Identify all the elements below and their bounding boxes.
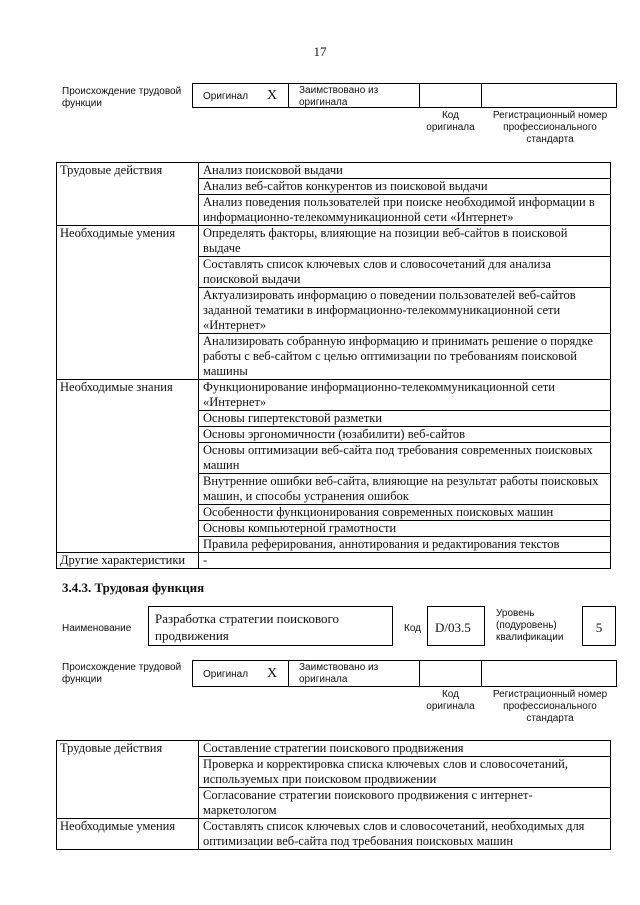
row-item: Правила реферирования, аннотирования и редактирования текстов bbox=[199, 537, 611, 553]
work-function-table-2 bbox=[56, 740, 611, 850]
row-item: Основы оптимизации веб-сайта под требования современных поисковых машин bbox=[199, 443, 611, 474]
table-row bbox=[57, 553, 611, 569]
row-item: Анализ поисковой выдачи bbox=[199, 163, 611, 179]
row-item: Функционирование информационно-телекоммуникационной сети «Интернет» bbox=[199, 380, 611, 411]
reg-number-label-2: Регистрационный номер профессионального стандарта bbox=[492, 689, 608, 724]
reg-number-label: Регистрационный номер профессионального стандарта bbox=[492, 110, 608, 145]
table-row bbox=[57, 163, 611, 179]
original-code-label-2: Код оригинала bbox=[426, 689, 475, 712]
function-name-value: Разработка стратегии поискового продвижения bbox=[155, 611, 340, 643]
row-item: Составление стратегии поискового продвижения bbox=[199, 741, 611, 757]
table-row bbox=[57, 819, 611, 850]
row-item: Внутренние ошибки веб-сайта, влияющие на результат работы поисковых машин, и способы устранения ошибок bbox=[199, 474, 611, 505]
row-group-label: Необходимые умения bbox=[57, 819, 199, 850]
table-row bbox=[57, 380, 611, 411]
code-label: Код bbox=[404, 623, 422, 634]
origin-borrowed-cell bbox=[288, 83, 420, 108]
qualification-level-value: 5 bbox=[595, 620, 603, 635]
origin-code-cell-2 bbox=[419, 660, 482, 687]
row-item: Составлять список ключевых слов и словосочетаний для анализа поисковой выдачи bbox=[199, 257, 611, 288]
original-label-2: Оригинал bbox=[203, 669, 249, 680]
row-item: Актуализировать информацию о поведении пользователей веб-сайтов заданной тематики в информационно-телекоммуникационной сети «Интернет» bbox=[199, 288, 611, 334]
work-function-table-1 bbox=[56, 162, 611, 569]
row-item: Проверка и корректировка списка ключевых слов и словосочетаний, используемых при поисковом продвижении bbox=[199, 757, 611, 788]
section-heading: 3.4.3. Трудовая функция bbox=[62, 580, 205, 595]
origin-label-2: Происхождение трудовой функции bbox=[62, 662, 182, 685]
row-group-label: Необходимые знания bbox=[57, 380, 199, 553]
row-item: Определять факторы, влияющие на позиции веб-сайтов в поисковой выдаче bbox=[199, 226, 611, 257]
row-group-label: Трудовые действия bbox=[57, 741, 199, 819]
original-mark-2: X bbox=[267, 666, 278, 681]
qualification-level-label: Уровень (подуровень) квалификации bbox=[496, 608, 564, 643]
origin-reg-cell-2 bbox=[481, 660, 617, 687]
row-item: Согласование стратегии поискового продвижения с интернет-маркетологом bbox=[199, 788, 611, 819]
row-item: Анализ поведения пользователей при поиске необходимой информации в информационно-телекоммуникационной сети «Интернет» bbox=[199, 195, 611, 226]
origin-original-cell-2 bbox=[192, 660, 289, 687]
origin-borrowed-cell-2 bbox=[288, 660, 420, 687]
original-mark: X bbox=[267, 88, 278, 103]
row-item: Основы эргономичности (юзабилити) веб-сайтов bbox=[199, 427, 611, 443]
origin-reg-cell bbox=[481, 83, 617, 108]
borrowed-label: Заимствовано из оригинала bbox=[299, 85, 379, 108]
page-number: 17 bbox=[313, 44, 327, 59]
function-name-cell bbox=[148, 606, 393, 646]
row-item: Особенности функционирования современных поисковых машин bbox=[199, 505, 611, 521]
origin-original-cell bbox=[192, 83, 289, 108]
table-row bbox=[57, 741, 611, 757]
table-row bbox=[57, 226, 611, 257]
row-group-label: Трудовые действия bbox=[57, 163, 199, 226]
row-item: Анализ веб-сайтов конкурентов из поисковой выдачи bbox=[199, 179, 611, 195]
row-group-label: Необходимые умения bbox=[57, 226, 199, 380]
qualification-level-cell bbox=[582, 606, 616, 646]
row-item: Составлять список ключевых слов и словосочетаний, необходимых для оптимизации веб-сайта под требования поисковых машин bbox=[199, 819, 611, 850]
original-label: Оригинал bbox=[203, 91, 249, 102]
row-group-label: Другие характеристики bbox=[57, 553, 199, 569]
function-code-cell bbox=[427, 606, 485, 646]
origin-label: Происхождение трудовой функции bbox=[62, 86, 182, 109]
row-item: Основы компьютерной грамотности bbox=[199, 521, 611, 537]
function-code-value: D/03.5 bbox=[435, 620, 471, 635]
original-code-label: Код оригинала bbox=[426, 110, 475, 133]
row-item: Анализировать собранную информацию и принимать решение о порядке работы с веб-сайтом с целью оптимизации по требованиям поисковой машины bbox=[199, 334, 611, 380]
row-item: - bbox=[199, 553, 611, 569]
origin-code-cell bbox=[419, 83, 482, 108]
row-item: Основы гипертекстовой разметки bbox=[199, 411, 611, 427]
borrowed-label-2: Заимствовано из оригинала bbox=[299, 662, 379, 685]
name-label: Наименование bbox=[62, 623, 132, 634]
